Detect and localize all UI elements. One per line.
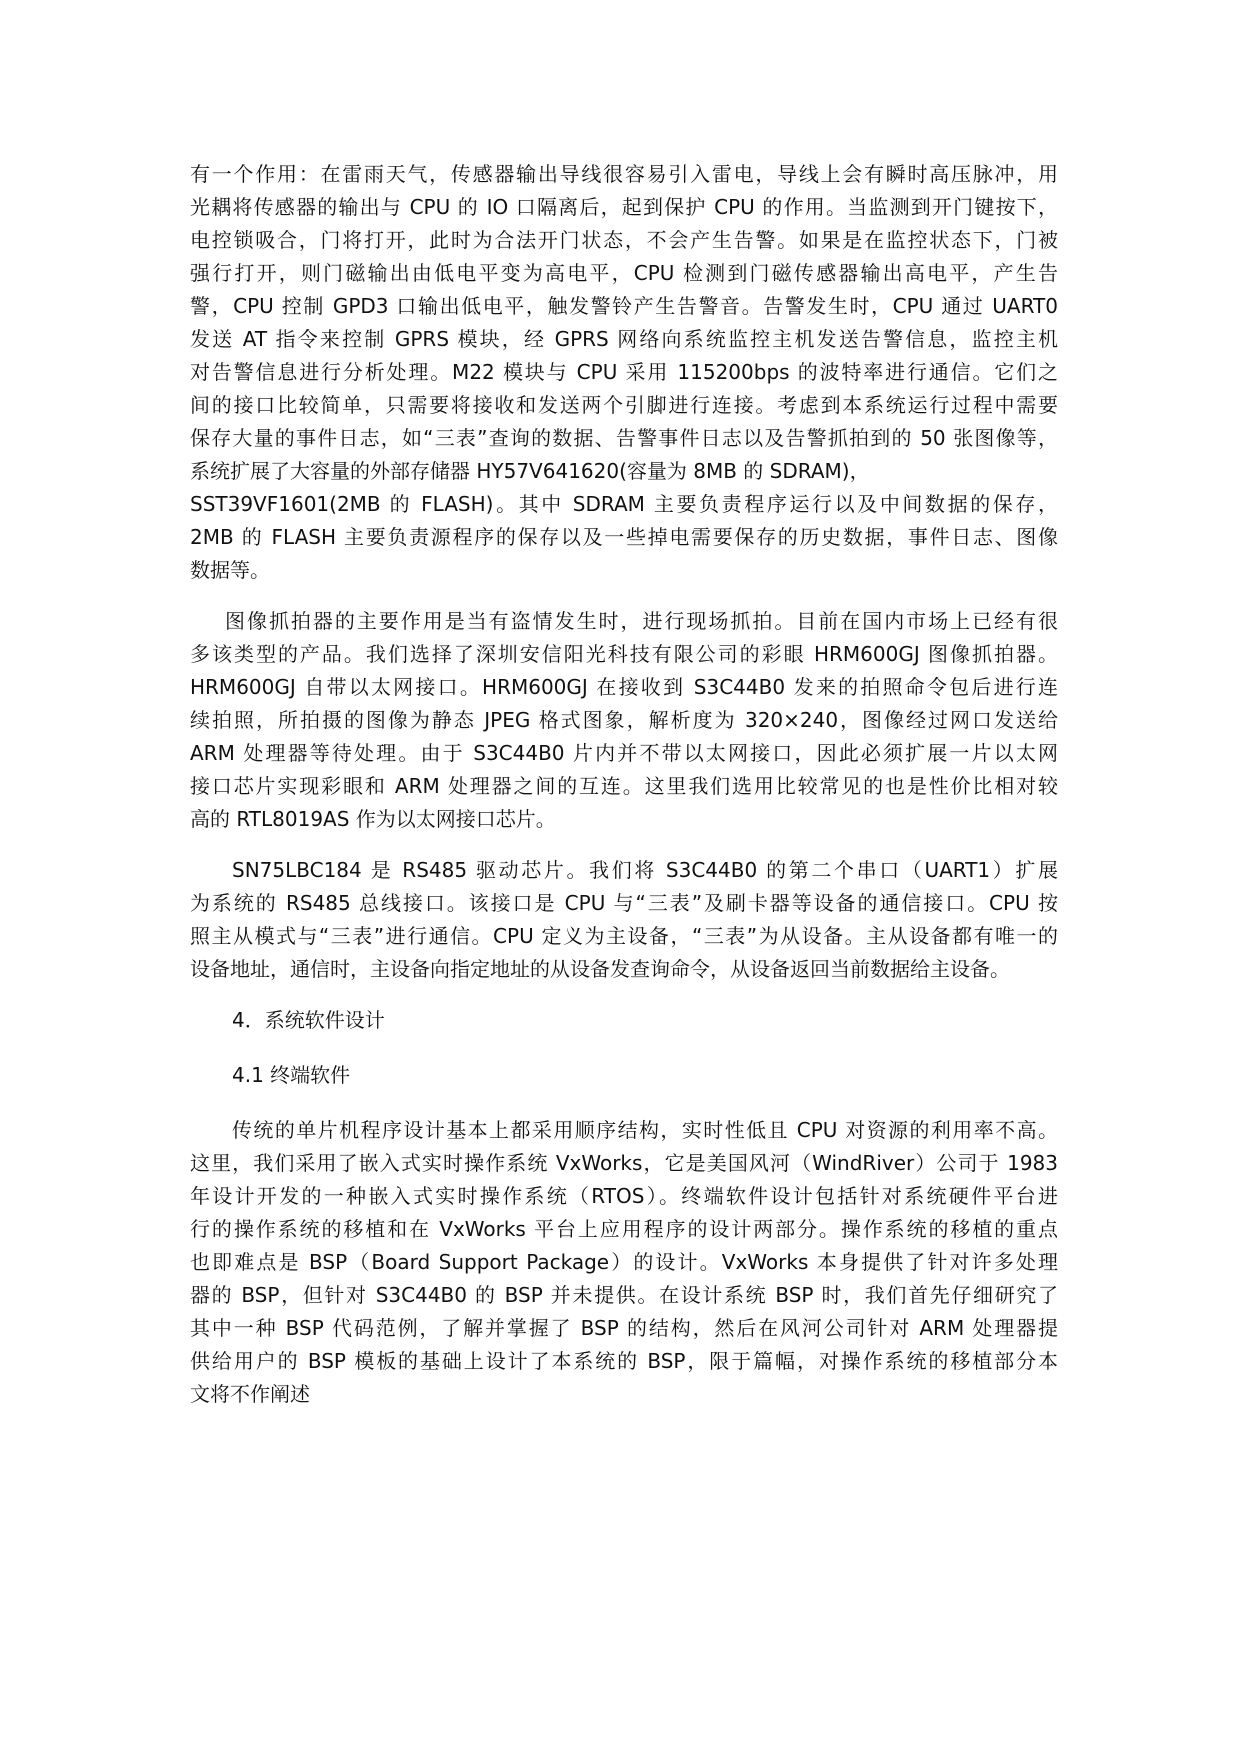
- text-line: 发送 AT 指令来控制 GPRS 模块，经 GPRS 网络向系统监控主机发送告警信息，监控主机: [190, 327, 1058, 351]
- text-line: 图像抓拍器的主要作用是当有盗情发生时，进行现场抓拍。目前在国内市场上已经有很: [225, 609, 1058, 633]
- text-line: 接口芯片实现彩眼和 ARM 处理器之间的互连。这里我们选用比较常见的也是性价比相对较: [190, 774, 1058, 798]
- text-line: SST39VF1601(2MB 的 FLASH)。其中 SDRAM 主要负责程序运行以及中间数据的保存，: [190, 492, 1058, 516]
- text-line: 光耦将传感器的输出与 CPU 的 IO 口隔离后，起到保护 CPU 的作用。当监测到开门键按下，: [190, 195, 1058, 219]
- text-line: 保存大量的事件日志，如“三表”查询的数据、告警事件日志以及告警抓拍到的 50 张图像等，: [190, 426, 1058, 450]
- text-line: ARM 处理器等待处理。由于 S3C44B0 片内并不带以太网接口，因此必须扩展一片以太网: [190, 741, 1058, 765]
- text-line: SN75LBC184 是 RS485 驱动芯片。我们将 S3C44B0 的第二个串口（UART1）扩展: [232, 858, 1058, 882]
- text-line: 其中一种 BSP 代码范例，了解并掌握了 BSP 的结构，然后在风河公司针对 ARM 处理器提: [190, 1316, 1058, 1340]
- text-line: 高的 RTL8019AS 作为以太网接口芯片。: [190, 807, 556, 831]
- text-line: 警，CPU 控制 GPD3 口输出低电平，触发警铃产生告警音。告警发生时，CPU 通过 UART0: [190, 294, 1058, 318]
- text-line: 有一个作用：在雷雨天气，传感器输出导线很容易引入雷电，导线上会有瞬时高压脉冲，用: [190, 162, 1058, 186]
- paragraph-sensor-protection: [190, 158, 1058, 587]
- paragraph-terminal-software: [190, 1114, 1058, 1411]
- text-line: 这里，我们采用了嵌入式实时操作系统 VxWorks，它是美国风河（WindRiver）公司于 1983: [190, 1151, 1058, 1175]
- text-line: 多该类型的产品。我们选择了深圳安信阳光科技有限公司的彩眼 HRM600GJ 图像抓拍器。: [190, 642, 1058, 666]
- section-heading: 4．系统软件设计: [232, 1008, 385, 1032]
- text-line: 照主从模式与“三表”进行通信。CPU 定义为主设备，“三表”为从设备。主从设备都有唯一的: [190, 924, 1058, 948]
- text-line: 电控锁吸合，门将打开，此时为合法开门状态，不会产生告警。如果是在监控状态下，门被: [190, 228, 1058, 252]
- text-line: 也即难点是 BSP（Board Support Package）的设计。VxWorks 本身提供了针对许多处理: [190, 1250, 1058, 1274]
- text-line: 间的接口比较简单，只需要将接收和发送两个引脚进行连接。考虑到本系统运行过程中需要: [190, 393, 1058, 417]
- text-line: 设备地址，通信时，主设备向指定地址的从设备发查询命令，从设备返回当前数据给主设备。: [190, 957, 1010, 981]
- text-line: 传统的单片机程序设计基本上都采用顺序结构，实时性低且 CPU 对资源的利用率不高。: [232, 1118, 1058, 1142]
- text-line: 续拍照，所拍摄的图像为静态 JPEG 格式图象，解析度为 320×240，图像经过网口发送给: [190, 708, 1058, 732]
- paragraph-image-capture: [190, 605, 1058, 836]
- text-line: 数据等。: [190, 558, 270, 582]
- document-body: [190, 158, 1058, 1429]
- paragraph-rs485: [190, 854, 1058, 986]
- text-line: 器的 BSP，但针对 S3C44B0 的 BSP 并未提供。在设计系统 BSP 时，我们首先仔细研究了: [190, 1283, 1058, 1307]
- text-line: 行的操作系统的移植和在 VxWorks 平台上应用程序的设计两部分。操作系统的移植的重点: [190, 1217, 1058, 1241]
- text-line: 为系统的 RS485 总线接口。该接口是 CPU 与“三表”及刷卡器等设备的通信接口。CPU 按: [190, 891, 1058, 915]
- text-line: 年设计开发的一种嵌入式实时操作系统（RTOS）。终端软件设计包括针对系统硬件平台进: [190, 1184, 1058, 1208]
- text-line: 对告警信息进行分析处理。M22 模块与 CPU 采用 115200bps 的波特率进行通信。它们之: [190, 360, 1058, 384]
- text-line: 系统扩展了大容量的外部存储器 HY57V641620(容量为 8MB 的 SDRAM)，: [190, 459, 870, 483]
- text-line: 2MB 的 FLASH 主要负责源程序的保存以及一些掉电需要保存的历史数据，事件日志、图像: [190, 525, 1058, 549]
- text-line: 强行打开，则门磁输出由低电平变为高电平，CPU 检测到门磁传感器输出高电平，产生告: [190, 261, 1058, 285]
- subsection-heading: 4.1 终端软件: [232, 1063, 351, 1087]
- text-line: 供给用户的 BSP 模板的基础上设计了本系统的 BSP，限于篇幅，对操作系统的移植部分本: [190, 1349, 1058, 1373]
- text-line: 文将不作阐述: [190, 1382, 310, 1406]
- text-line: HRM600GJ 自带以太网接口。HRM600GJ 在接收到 S3C44B0 发来的拍照命令包后进行连: [190, 675, 1058, 699]
